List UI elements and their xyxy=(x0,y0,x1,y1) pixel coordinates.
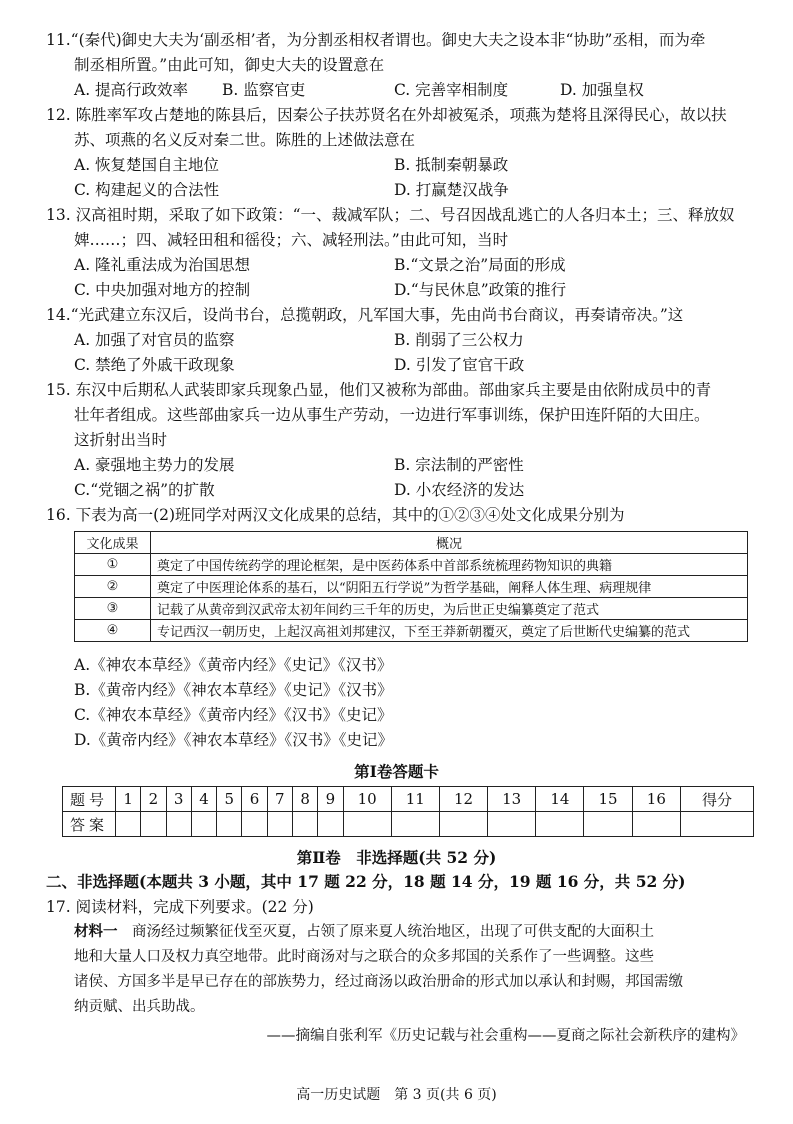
table-row xyxy=(75,598,748,620)
q11-stem-line2: 制丞相所置。”由此可知，御史大夫的设置意在 xyxy=(74,56,385,74)
answer-card-title: 第Ⅰ卷答题卡 xyxy=(354,762,439,781)
q11-option-b: B. 监察官吏 xyxy=(222,81,306,99)
q14-option-d: D. 引发了宦官干政 xyxy=(394,356,525,374)
q15-stem-line3: 这折射出当时 xyxy=(74,431,168,449)
table-row xyxy=(75,620,748,642)
question-number: 11 xyxy=(391,787,439,812)
q13-option-a: A. 隆礼重法成为治国思想 xyxy=(74,256,251,274)
q15-option-b: B. 宗法制的严密性 xyxy=(394,456,524,474)
q16-option-a: A.《神农本草经》《黄帝内经》《史记》《汉书》 xyxy=(74,656,393,674)
row-description: 专记西汉一朝历史，上起汉高祖刘邦建汉，下至王莽新朝覆灭，奠定了后世断代史编纂的范式 xyxy=(151,620,748,642)
question-number: 3 xyxy=(166,787,191,812)
row-description: 奠定了中医理论体系的基石，以“阴阳五行学说”为哲学基础，阐释人体生理、病理规律 xyxy=(151,576,748,598)
q16-option-c: C.《神农本草经》《黄帝内经》《汉书》《史记》 xyxy=(74,706,393,724)
part2-heading: 二、非选择题(本题共 3 小题，其中 17 题 22 分，18 题 14 分，19 题 16 分，共 52 分) xyxy=(46,872,686,891)
q15-option-d: D. 小农经济的发达 xyxy=(394,481,525,499)
answer-cell[interactable] xyxy=(116,812,141,837)
row-number: ① xyxy=(75,554,151,576)
q12-option-b: B. 抵制秦朝暴政 xyxy=(394,156,509,174)
q13-option-b: B.“文景之治”局面的形成 xyxy=(394,256,566,274)
answer-card-table xyxy=(62,786,754,837)
answer-cell[interactable] xyxy=(166,812,191,837)
q16-option-b: B.《黄帝内经》《神农本草经》《史记》《汉书》 xyxy=(74,681,393,699)
question-number: 9 xyxy=(318,787,343,812)
q16-stem-line1: 16. 下表为高一(2)班同学对两汉文化成果的总结，其中的①②③④处文化成果分别为 xyxy=(46,506,625,524)
q15-option-a: A. 豪强地主势力的发展 xyxy=(74,456,235,474)
q14-option-b: B. 削弱了三公权力 xyxy=(394,331,524,349)
q14-stem-line1: 14.“光武建立东汉后，设尚书台，总揽朝政，凡军国大事，先由尚书台商议，再奏请帝决。”这 xyxy=(46,306,684,324)
table-header-row xyxy=(75,532,748,554)
q13-option-c: C. 中央加强对地方的控制 xyxy=(74,281,251,299)
answer-cell[interactable] xyxy=(536,812,584,837)
q15-option-c: C.“党锢之祸”的扩散 xyxy=(74,481,215,499)
answer-cell[interactable] xyxy=(217,812,242,837)
score-label: 得分 xyxy=(681,787,754,812)
question-number: 6 xyxy=(242,787,267,812)
answer-cell[interactable] xyxy=(292,812,317,837)
q11-option-a: A. 提高行政效率 xyxy=(74,81,189,99)
answer-cell[interactable] xyxy=(584,812,632,837)
score-cell[interactable] xyxy=(681,812,754,837)
question-number: 14 xyxy=(536,787,584,812)
question-number: 4 xyxy=(191,787,216,812)
answer-cell[interactable] xyxy=(391,812,439,837)
answer-cell[interactable] xyxy=(242,812,267,837)
answer-card-number-row xyxy=(63,787,754,812)
row-number: ② xyxy=(75,576,151,598)
row-description: 奠定了中国传统药学的理论框架，是中医药体系中首部系统梳理药物知识的典籍 xyxy=(151,554,748,576)
answer-cell[interactable] xyxy=(343,812,391,837)
q11-option-d: D. 加强皇权 xyxy=(560,81,644,99)
question-number: 10 xyxy=(343,787,391,812)
q13-option-d: D.“与民休息”政策的推行 xyxy=(394,281,567,299)
question-number: 5 xyxy=(217,787,242,812)
question-number: 13 xyxy=(488,787,536,812)
row-number: ④ xyxy=(75,620,151,642)
answer-card-answer-row xyxy=(63,812,754,837)
number-row-label: 题号 xyxy=(63,787,116,812)
question-number: 8 xyxy=(292,787,317,812)
question-number: 1 xyxy=(116,787,141,812)
q14-option-a: A. 加强了对官员的监察 xyxy=(74,331,235,349)
part2-title: 第Ⅱ卷 非选择题(共 52 分) xyxy=(296,848,497,867)
q13-stem-line1: 13. 汉高祖时期，采取了如下政策：“一、裁减军队；二、号召因战乱逃亡的人各归本土；三、释放奴 xyxy=(46,206,735,224)
material-line4: 纳贡赋、出兵助战。 xyxy=(74,999,205,1015)
table-row xyxy=(75,576,748,598)
material-text: 商汤经过频繁征伐至灭夏，占领了原来夏人统治地区，出现了可供支配的大面积土 xyxy=(117,924,654,940)
row-description: 记载了从黄帝到汉武帝太初年间约三千年的历史，为后世正史编纂奠定了范式 xyxy=(151,598,748,620)
q16-option-d: D.《黄帝内经》《神农本草经》《汉书》《史记》 xyxy=(74,731,394,749)
material-source: ——摘编自张利军《历史记载与社会重构——夏商之际社会新秩序的建构》 xyxy=(266,1028,745,1044)
q12-stem-line2: 苏、项燕的名义反对秦二世。陈胜的上述做法意在 xyxy=(74,131,416,149)
answer-cell[interactable] xyxy=(191,812,216,837)
page-footer: 高一历史试题 第 3 页(共 6 页) xyxy=(296,1087,497,1103)
q12-option-d: D. 打赢楚汉战争 xyxy=(394,181,509,199)
q11-option-c: C. 完善宰相制度 xyxy=(394,81,509,99)
answer-cell[interactable] xyxy=(439,812,487,837)
answer-cell[interactable] xyxy=(318,812,343,837)
question-number: 7 xyxy=(267,787,292,812)
question-number: 15 xyxy=(584,787,632,812)
q12-option-a: A. 恢复楚国自主地位 xyxy=(74,156,220,174)
q11-stem-line1: 11.“(秦代)御史大夫为‘副丞相’者，为分割丞相权者谓也。御史大夫之设本非“协助”丞相，而为牵 xyxy=(46,31,706,49)
question-number: 2 xyxy=(141,787,166,812)
q17-prompt: 17. 阅读材料，完成下列要求。(22 分) xyxy=(46,898,314,916)
q15-stem-line2: 壮年者组成。这些部曲家兵一边从事生产劳动，一边进行军事训练，保护田连阡陌的大田庄。 xyxy=(74,406,710,424)
header-achievement: 文化成果 xyxy=(75,532,151,554)
answer-cell[interactable] xyxy=(632,812,680,837)
material-line1 xyxy=(74,921,654,943)
question-number: 16 xyxy=(632,787,680,812)
question-number: 12 xyxy=(439,787,487,812)
culture-summary-table xyxy=(74,531,748,642)
answer-cell[interactable] xyxy=(267,812,292,837)
q13-stem-line2: 婢……；四、减轻田租和徭役；六、减轻刑法。”由此可知，当时 xyxy=(74,231,509,249)
material-line2: 地和大量人口及权力真空地带。此时商汤对与之联合的众多邦国的关系作了一些调整。这些 xyxy=(74,949,654,965)
q12-stem-line1: 12. 陈胜率军攻占楚地的陈县后，因秦公子扶苏贤名在外却被冤杀，项燕为楚将且深得民心，故以扶 xyxy=(46,106,727,124)
table-row xyxy=(75,554,748,576)
q14-option-c: C. 禁绝了外戚干政现象 xyxy=(74,356,235,374)
row-number: ③ xyxy=(75,598,151,620)
header-overview: 概况 xyxy=(151,532,748,554)
answer-cell[interactable] xyxy=(141,812,166,837)
q15-stem-line1: 15. 东汉中后期私人武装即家兵现象凸显，他们又被称为部曲。部曲家兵主要是由依附成员中的青 xyxy=(46,381,712,399)
q12-option-c: C. 构建起义的合法性 xyxy=(74,181,220,199)
answer-cell[interactable] xyxy=(488,812,536,837)
answer-row-label: 答案 xyxy=(63,812,116,837)
material-label: 材料一 xyxy=(74,924,118,940)
material-line3: 诸侯、方国多半是早已存在的部族势力，经过商汤以政治册命的形式加以承认和封赐，邦国需缴 xyxy=(74,974,683,990)
